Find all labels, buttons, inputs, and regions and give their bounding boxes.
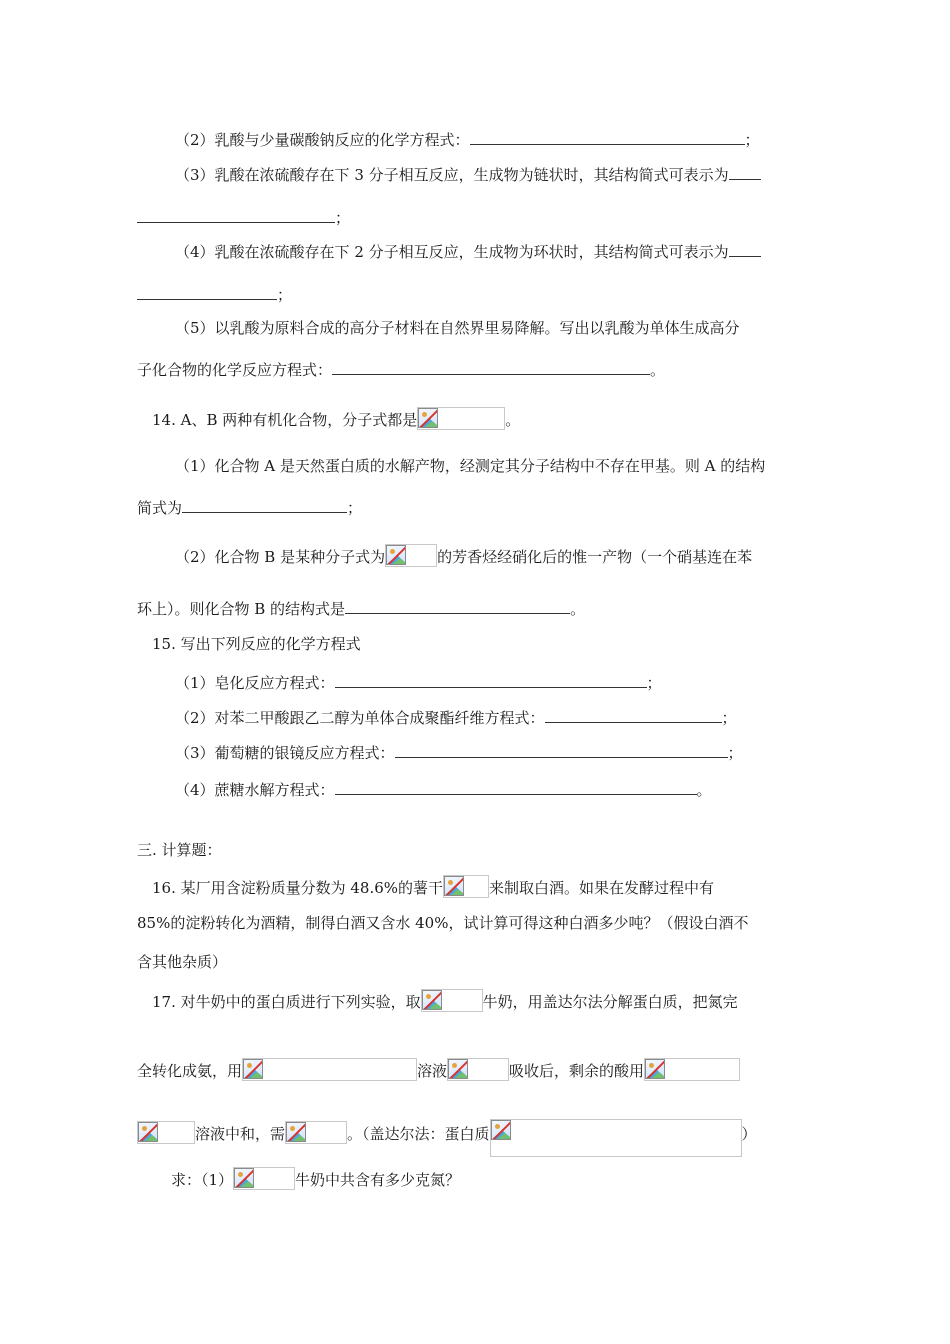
q16-line1: 16. 某厂用含淀粉质量分数为 48.6%的薯干 来制取白酒。如果在发酵过程中有 xyxy=(152,875,714,898)
answer-blank[interactable] xyxy=(332,359,650,375)
formula-image xyxy=(421,989,483,1012)
q17-line4: 求：（1） 牛奶中共含有多少克氮？ xyxy=(171,1167,460,1190)
answer-blank[interactable] xyxy=(345,598,570,614)
q16-line3: 含其他杂质） xyxy=(137,953,228,971)
q15-part1: （1）皂化反应方程式： ； xyxy=(175,674,662,692)
q14-part2-cont: 环上）。则化合物 B 的结构式是 。 xyxy=(137,600,586,618)
formula-image xyxy=(644,1058,740,1081)
formula-image xyxy=(443,875,489,898)
q17-line2: 全转化成氨，用 溶液 吸收后，剩余的酸用 xyxy=(137,1058,740,1081)
broken-image-icon xyxy=(286,1122,306,1142)
formula-image xyxy=(490,1119,742,1157)
q17-line1: 17. 对牛奶中的蛋白质进行下列实验，取 牛奶，用盖达尔法分解蛋白质，把氮完 xyxy=(152,989,738,1012)
answer-blank[interactable] xyxy=(395,742,728,758)
formula-image xyxy=(242,1058,417,1081)
answer-blank[interactable] xyxy=(470,129,745,145)
formula-image xyxy=(285,1121,347,1144)
q13-part3: （3）乳酸在浓硫酸存在下 3 分子相互反应，生成物为链状时，其结构简式可表示为 xyxy=(175,164,761,185)
q15-part2: （2）对苯二甲酸跟乙二醇为单体合成聚酯纤维方程式： ； xyxy=(175,709,737,727)
broken-image-icon xyxy=(422,990,442,1010)
broken-image-icon xyxy=(645,1059,665,1079)
answer-blank[interactable] xyxy=(545,707,722,723)
q14-part1-cont: 简式为 ； xyxy=(137,499,363,517)
q13-part2: （2）乳酸与少量碳酸钠反应的化学方程式： ； xyxy=(175,131,760,149)
q14-part2: （2）化合物 B 是某种分子式为 的芳香烃经硝化后的惟一产物（一个硝基连在苯 xyxy=(175,544,752,567)
broken-image-icon xyxy=(491,1120,511,1140)
answer-blank[interactable] xyxy=(182,497,347,513)
broken-image-icon xyxy=(234,1168,254,1188)
answer-blank[interactable] xyxy=(137,284,277,300)
answer-blank[interactable] xyxy=(729,164,761,180)
formula-image xyxy=(417,407,505,430)
q13-part5-cont: 子化合物的化学反应方程式： 。 xyxy=(137,361,666,379)
q13-part5: （5）以乳酸为原料合成的高分子材料在自然界里易降解。写出以乳酸为单体生成高分 xyxy=(175,319,740,337)
broken-image-icon xyxy=(448,1059,468,1079)
formula-image xyxy=(447,1058,509,1081)
answer-blank[interactable] xyxy=(729,241,761,257)
answer-blank[interactable] xyxy=(137,207,335,223)
broken-image-icon xyxy=(243,1059,263,1079)
q13-part4: （4）乳酸在浓硫酸存在下 2 分子相互反应，生成物为环状时，其结构简式可表示为 xyxy=(175,241,761,262)
broken-image-icon xyxy=(386,545,406,565)
q15-part4: （4）蔗糖水解方程式： 。 xyxy=(175,781,712,799)
formula-image xyxy=(385,544,437,567)
broken-image-icon xyxy=(444,876,464,896)
broken-image-icon xyxy=(418,408,438,428)
q16-line2: 85%的淀粉转化为酒精，制得白酒又含水 40%，试计算可得这种白酒多少吨？（假设白酒不 xyxy=(137,914,749,932)
formula-image xyxy=(137,1121,195,1144)
q17-line3: 溶液中和，需 。（盖达尔法：蛋白质 ） xyxy=(137,1119,757,1157)
q13-part4-cont: ； xyxy=(137,284,292,305)
formula-image xyxy=(233,1167,295,1190)
q14-intro: 14. A、B 两种有机化合物，分子式都是 。 xyxy=(152,407,520,430)
answer-blank[interactable] xyxy=(335,672,647,688)
q13-part3-cont: ； xyxy=(137,207,350,228)
q15-intro: 15. 写出下列反应的化学方程式 xyxy=(152,635,361,653)
section-title: 三. 计算题： xyxy=(137,841,222,859)
answer-blank[interactable] xyxy=(335,779,697,795)
q15-part3: （3）葡萄糖的银镜反应方程式： ； xyxy=(175,744,743,762)
q14-part1: （1）化合物 A 是天然蛋白质的水解产物，经测定其分子结构中不存在甲基。则 A 的结构 xyxy=(175,457,766,475)
broken-image-icon xyxy=(138,1122,158,1142)
